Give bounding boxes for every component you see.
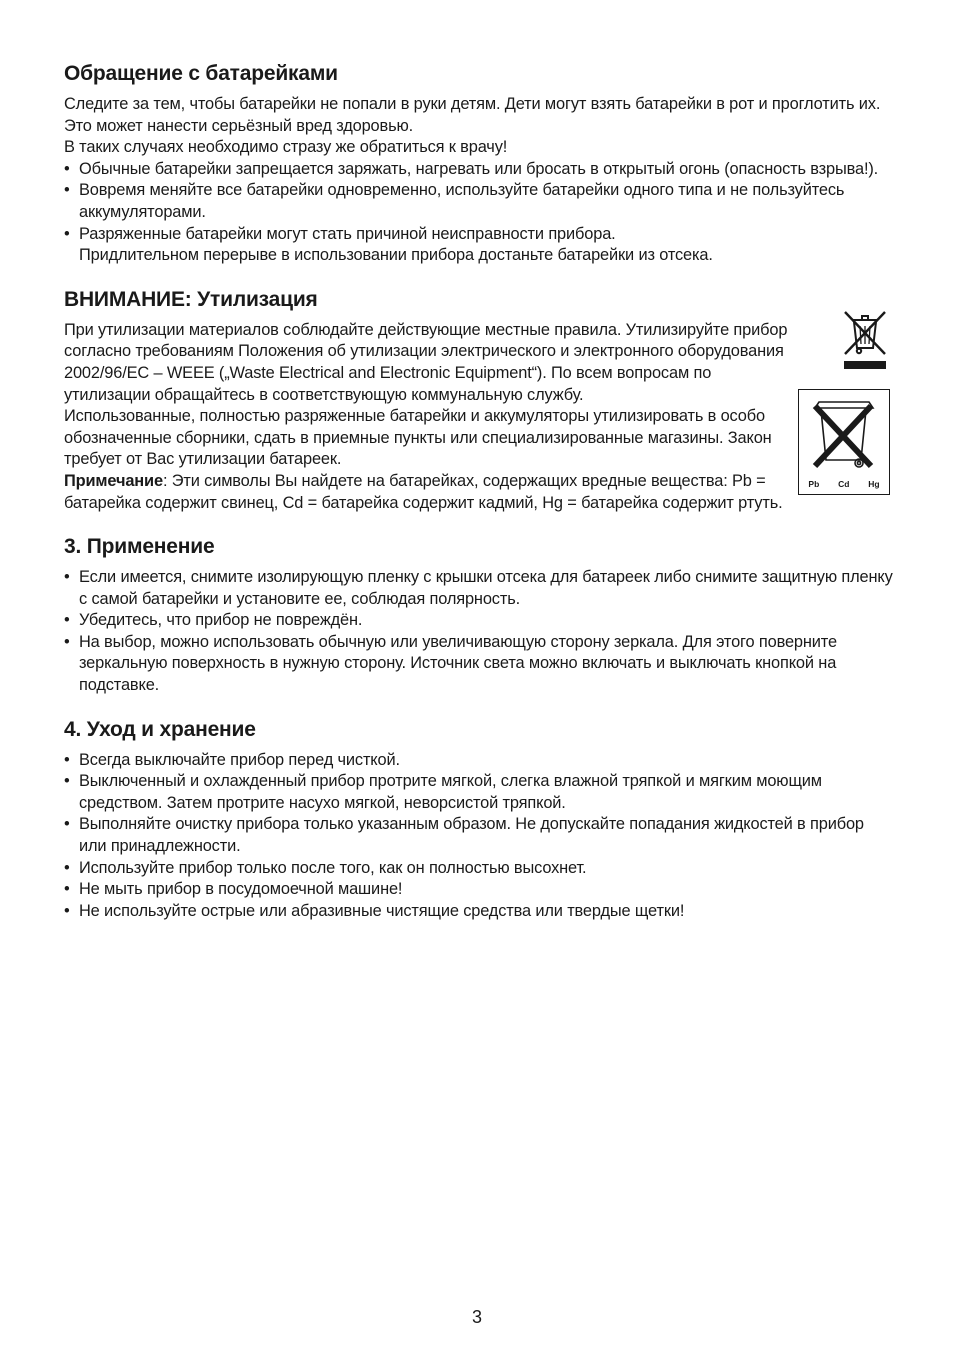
disposal-body [64,320,894,514]
battery-continuation: Придлительном перерыве в использовании прибора достаньте батарейки из отсека. [79,246,713,265]
label-pb: Pb [808,478,820,489]
list-item: • На выбор, можно использовать обычную или увеличивающую сторону зеркала. Для этого поверните зеркальную поверхность в нужную сторону. Источник света можно включать и выключать кнопкой на подставке. [64,632,894,697]
battery-heading: Обращение с батарейками [64,62,338,85]
disposal-heading: ВНИМАНИЕ: Утилизация [64,287,318,311]
label-cd: Cd [838,478,850,489]
list-item: • Если имеется, снимите изолирующую пленку с крышки отсека для батареек либо снимите защитную пленку с самой батарейки и установите ее, соблюдая полярность. [64,567,894,610]
battery-intro-2: В таких случаях необходимо стразу же обратиться к врачу! [64,138,508,157]
note-text: : Эти символы Вы найдете на батарейках, содержащих вредные вещества: Pb = батарейка содержит свинец, Cd = батарейка содержит кадмий, Hg = батарейка содержит ртуть. [64,471,783,512]
care-list [64,750,894,923]
document-page [64,60,894,941]
list-item: • Обычные батарейки запрещается заряжать, нагревать или бросать в открытый огонь (опасность взрыва!). [64,159,894,181]
list-item: • Вовремя меняйте все батарейки одновременно, используйте батарейки одного типа и не пользуйтесь аккумуляторами. [64,180,894,223]
weee-crossed-bin-icon [842,308,888,370]
list-item: • Разряженные батарейки могут стать причиной неисправности прибора. [64,224,894,246]
page-number: 3 [471,1307,482,1327]
battery-list [64,159,894,245]
disposal-text [64,320,799,514]
care-heading: 4. Уход и хранение [64,717,256,741]
battery-intro-1: Следите за тем, чтобы батарейки не попали в руки детям. Дети могут взять батарейки в рот и проглотить их. Это может нанести серьёзный вред здоровью. [64,95,881,135]
disposal-note [64,471,799,514]
disposal-paragraph-1: При утилизации материалов соблюдайте действующие местные правила. Утилизируйте прибор согласно требованиям Положения об утилизации электрического и электронного оборудования 2002/96/EC – WEEE („Waste Electrical and Electronic Equipment“). По всем вопросам по утилизации обращайтесь в соответствующую коммунальную службу. [64,320,788,404]
crossed-bin-graphic [799,390,888,478]
usage-list [64,567,894,697]
battery-icon-labels [799,479,889,489]
battery-section [64,60,894,267]
disposal-paragraph-2: Использованные, полностью разряженные батарейки и аккумуляторы утилизировать в особо обозначенные сборники, сдать в приемные пункты или специализированные магазины. Закон требует от Вас утилизации батареек. [64,407,772,469]
battery-crossed-bin-icon [798,389,890,495]
list-item: • Не используйте острые или абразивные чистящие средства или твердые щетки! [64,901,894,923]
list-item: • Выполняйте очистку прибора только указанным образом. Не допускайте попадания жидкостей в прибор или принадлежности. [64,814,894,857]
disposal-section [64,286,894,514]
label-hg: Hg [868,478,880,489]
care-section [64,716,894,923]
list-item: • Выключенный и охлажденный прибор протрите мягкой, слегка влажной тряпкой и мягким моющим средством. Затем протрите насухо мягкой, неворсистой тряпкой. [64,771,894,814]
list-item: • Не мыть прибор в посудомоечной машине! [64,879,894,901]
list-item: • Убедитесь, что прибор не повреждён. [64,610,894,632]
usage-section [64,533,894,697]
usage-heading: 3. Применение [64,535,215,559]
list-item: • Используйте прибор только после того, как он полностью высохнет. [64,858,894,880]
list-item: • Всегда выключайте прибор перед чисткой. [64,750,894,772]
note-label: Примечание [64,471,163,490]
